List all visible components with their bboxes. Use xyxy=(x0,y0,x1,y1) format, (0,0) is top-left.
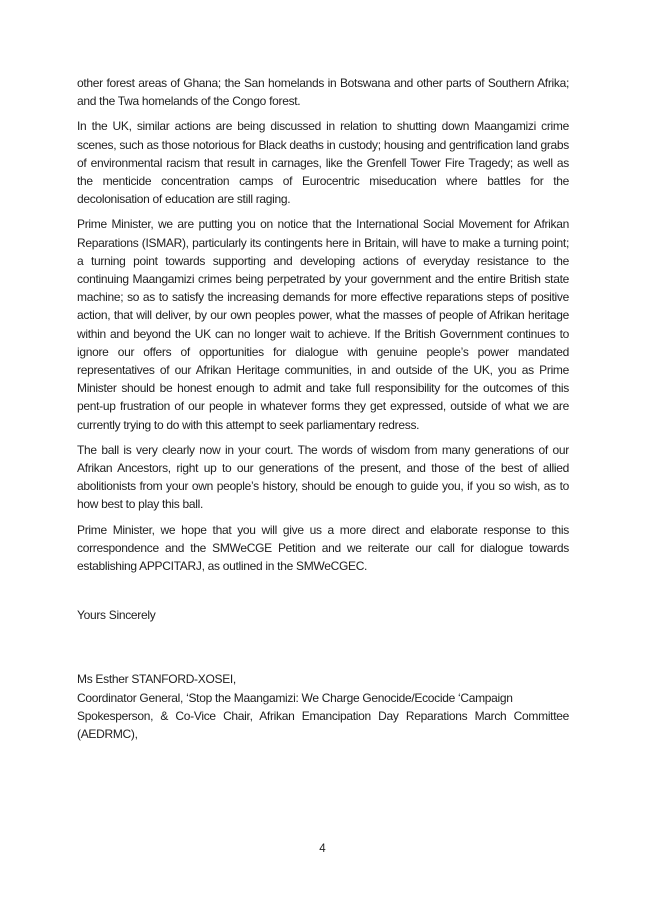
paragraph-notice-ismar: Prime Minister, we are putting you on notice that the International Social Movement for Afrikan Reparations (ISMAR), particularly its contingents here in Britain, will have to make a turning point; a turning point towards supporting and developing actions of everyday resistance to the continuing Maangamizi crimes being perpetrated by your government and the entire British state machine; so as to satisfy the increasing demands for more effective reparations steps of positive action, that will deliver, by our own peoples power, what the masses of people of Afrikan heritage within and beyond the UK can no longer wait to achieve. If the British Government continues to ignore our offers of opportunities for dialogue with genuine people’s power mandated representatives of our Afrikan Heritage communities, in and outside of the UK, you as Prime Minister should be honest enough to admit and take full responsibility for the outcomes of this pent-up frustration of our people in whatever forms they get expressed, outside of what we are currently trying to do with this attempt to seek parliamentary redress. xyxy=(77,217,569,432)
paragraph-response-request: Prime Minister, we hope that you will give us a more direct and elaborate response to this correspondence and the SMWeCGE Petition and we reiterate our call for dialogue towards establishing APPCITARJ, as outlined in the SMWeCGEC. xyxy=(77,522,569,574)
paragraph-ball-in-court: The ball is very clearly now in your court. The words of wisdom from many generations of our Afrikan Ancestors, right up to our generations of the present, and those of the best of allied abolitionists from your own people’s history, should be enough to guide you, if you so wish, as to how best to play this ball. xyxy=(77,442,569,512)
page-number: 4 xyxy=(319,843,326,855)
signatory-name: Ms Esther STANFORD-XOSEI, xyxy=(77,672,236,687)
paragraph-uk-actions: In the UK, similar actions are being discussed in relation to shutting down Maangamizi crime scenes, such as those notorious for Black deaths in custody; housing and gentrification land grabs of environmental racism that result in carnages, like the Grenfell Tower Fire Tragedy; as well as the menticide concentration camps of Eurocentric miseducation where battles for the decolonisation of education are still raging. xyxy=(77,119,569,207)
signatory-role-line-1: Coordinator General, ‘Stop the Maangamizi: We Charge Genocide/Ecocide ‘Campaign xyxy=(77,690,513,705)
signature-block xyxy=(77,670,569,743)
paragraph-forest-areas: other forest areas of Ghana; the San homelands in Botswana and other parts of Southern Afrika; and the Twa homelands of the Congo forest. xyxy=(77,76,569,109)
closing-salutation: Yours Sincerely xyxy=(77,608,156,623)
letter-body xyxy=(77,74,569,743)
signatory-role-line-2: Spokesperson, & Co-Vice Chair, Afrikan Emancipation Day Reparations March Committee (AEDRMC), xyxy=(77,708,569,742)
